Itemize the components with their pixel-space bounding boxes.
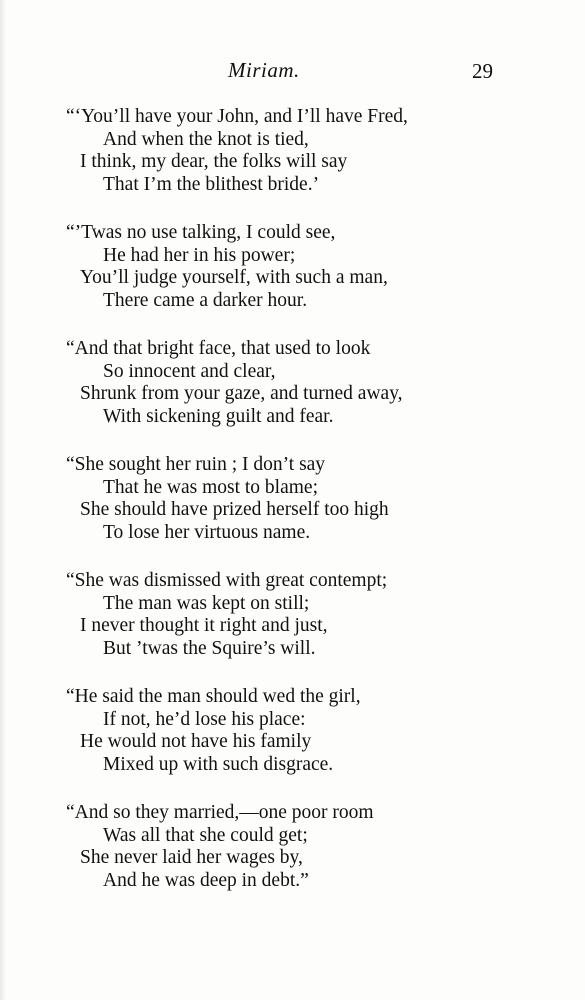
stanza-line: “And so they married,—one poor room — [66, 802, 374, 823]
stanza-line: That he was most to blame; — [103, 476, 318, 498]
stanza-5 — [0, 570, 585, 660]
stanza-line: Mixed up with such disgrace. — [103, 753, 334, 775]
stanza-line: But ’twas the Squire’s will. — [103, 637, 316, 659]
stanza-line: “’Twas no use talking, I could see, — [66, 222, 336, 243]
page-header — [0, 58, 585, 88]
poem-body — [0, 106, 585, 918]
stanza-line: He had her in his power; — [103, 244, 296, 266]
stanza-line: The man was kept on still; — [103, 592, 310, 614]
stanza-line: “‘You’ll have your John, and I’ll have Fred, — [66, 106, 408, 127]
stanza-line: Shrunk from your gaze, and turned away, — [80, 383, 403, 404]
running-title: Miriam. — [228, 58, 300, 82]
stanza-line: There came a darker hour. — [103, 289, 308, 311]
stanza-6 — [0, 686, 585, 776]
stanza-line: If not, he’d lose his place: — [103, 708, 306, 730]
stanza-line: Was all that she could get; — [103, 824, 308, 846]
stanza-line: So innocent and clear, — [103, 360, 276, 382]
page-number: 29 — [472, 59, 493, 83]
stanza-2 — [0, 222, 585, 312]
stanza-line: “And that bright face, that used to look — [66, 338, 371, 359]
stanza-line: And he was deep in debt.” — [103, 869, 309, 891]
stanza-line: With sickening guilt and fear. — [103, 405, 334, 427]
stanza-line: She never laid her wages by, — [80, 847, 303, 868]
stanza-line: She should have prized herself too high — [80, 499, 389, 520]
stanza-1 — [0, 106, 585, 196]
stanza-line: You’ll judge yourself, with such a man, — [80, 267, 388, 288]
stanza-line: I think, my dear, the folks will say — [80, 151, 348, 172]
stanza-line: “He said the man should wed the girl, — [66, 686, 361, 707]
stanza-line: “She was dismissed with great contempt; — [66, 570, 388, 591]
stanza-line: He would not have his family — [80, 731, 312, 752]
stanza-4 — [0, 454, 585, 544]
stanza-3 — [0, 338, 585, 428]
stanza-line: And when the knot is tied, — [103, 128, 309, 150]
stanza-line: I never thought it right and just, — [80, 615, 328, 636]
stanza-line: To lose her virtuous name. — [103, 521, 311, 543]
stanza-7 — [0, 802, 585, 892]
stanza-line: That I’m the blithest bride.’ — [103, 173, 320, 195]
stanza-line: “She sought her ruin ; I don’t say — [66, 454, 326, 475]
